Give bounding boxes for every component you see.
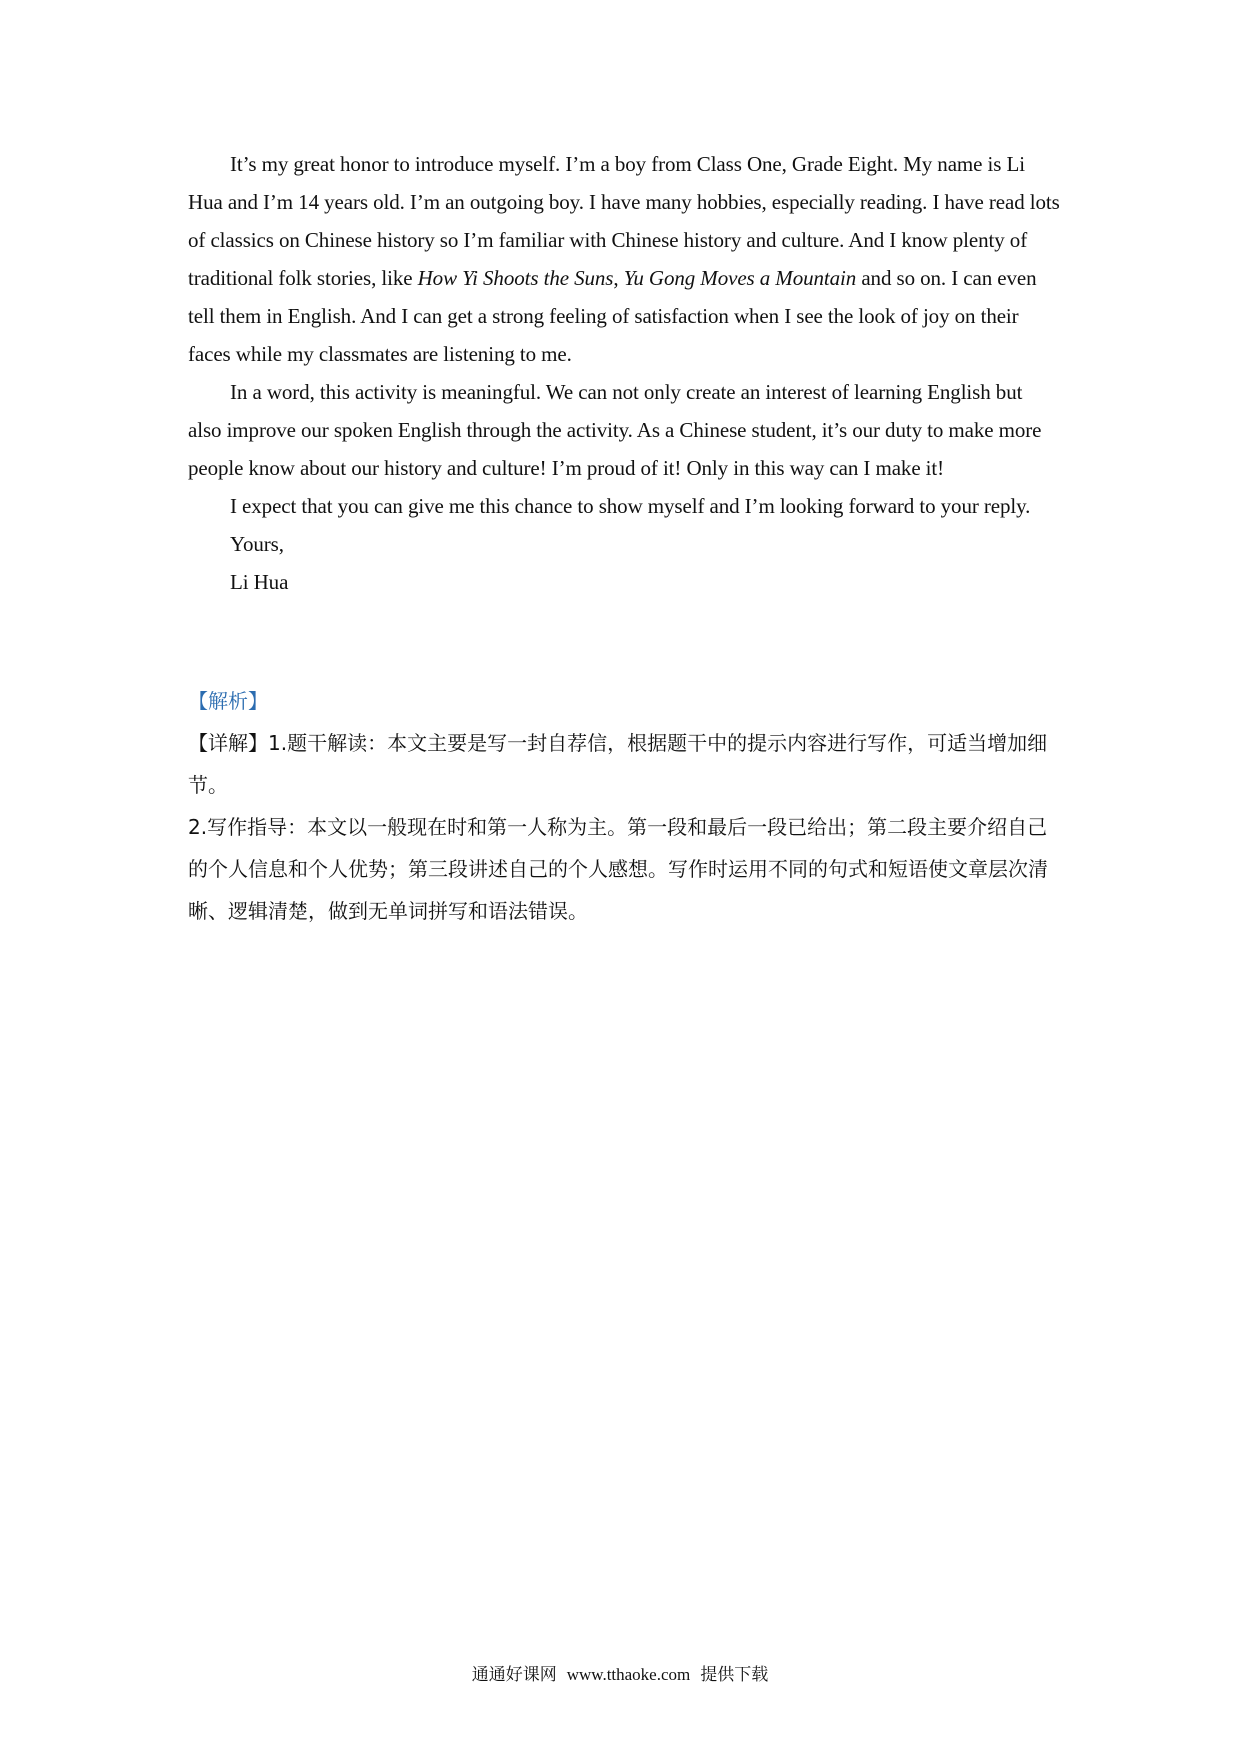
analysis-detail-label: 【详解】	[188, 731, 268, 755]
story-title-separator: ,	[613, 266, 624, 290]
footer-suffix: 提供下载	[700, 1665, 769, 1685]
letter-body	[188, 145, 1060, 601]
letter-paragraph-1	[188, 145, 1060, 373]
footer-url-link[interactable]: www.tthaoke.com	[566, 1665, 691, 1684]
analysis-detail-text: 1.题干解读：本文主要是写一封自荐信，根据题干中的提示内容进行写作，可适当增加细节。	[188, 731, 1048, 797]
story-title-1: How Yi Shoots the Suns	[417, 266, 614, 290]
letter-paragraph-3: I expect that you can give me this chance to show myself and I’m looking forward to your reply.	[230, 494, 1031, 518]
letter-paragraph-2: In a word, this activity is meaningful. We can not only create an interest of learning English but also improve our spoken English through the activity. As a Chinese student, it’s our duty to make more people know about our history and culture! I’m proud of it! Only in this way can I make it!	[188, 380, 1042, 480]
footer-site-name: 通通好课网	[471, 1665, 557, 1685]
page-footer	[0, 1662, 1240, 1688]
story-title-2: Yu Gong Moves a Mountain	[623, 266, 857, 290]
letter-paragraph-1-text-a: It’s my great honor to introduce myself. I’m a boy from Class One, Grade Eight. My name is Li Hua and I’m 14 years old. I’m an outgoing boy. I have many hobbies, especially reading. I have read lots of classics on Chinese history so I’m familiar with Chinese history and culture. And I know plenty of traditional folk stories, like	[188, 152, 1060, 290]
letter-signature: Li Hua	[230, 570, 289, 594]
letter-paragraph-1-text-b: and so on. I can even tell them in English. And I can get a strong feeling of satisfaction when I see the look of joy on their faces while my classmates are listening to me.	[188, 266, 1037, 366]
analysis-writing-guide: 2.写作指导：本文以一般现在时和第一人称为主。第一段和最后一段已给出；第二段主要介绍自己的个人信息和个人优势；第三段讲述自己的个人感想。写作时运用不同的句式和短语使文章层次清晰、逻辑清楚，做到无单词拼写和语法错误。	[188, 815, 1048, 923]
analysis-detail	[188, 722, 1060, 806]
analysis-section	[188, 680, 1060, 932]
analysis-heading: 【解析】	[188, 689, 268, 713]
letter-closing: Yours,	[230, 532, 284, 556]
